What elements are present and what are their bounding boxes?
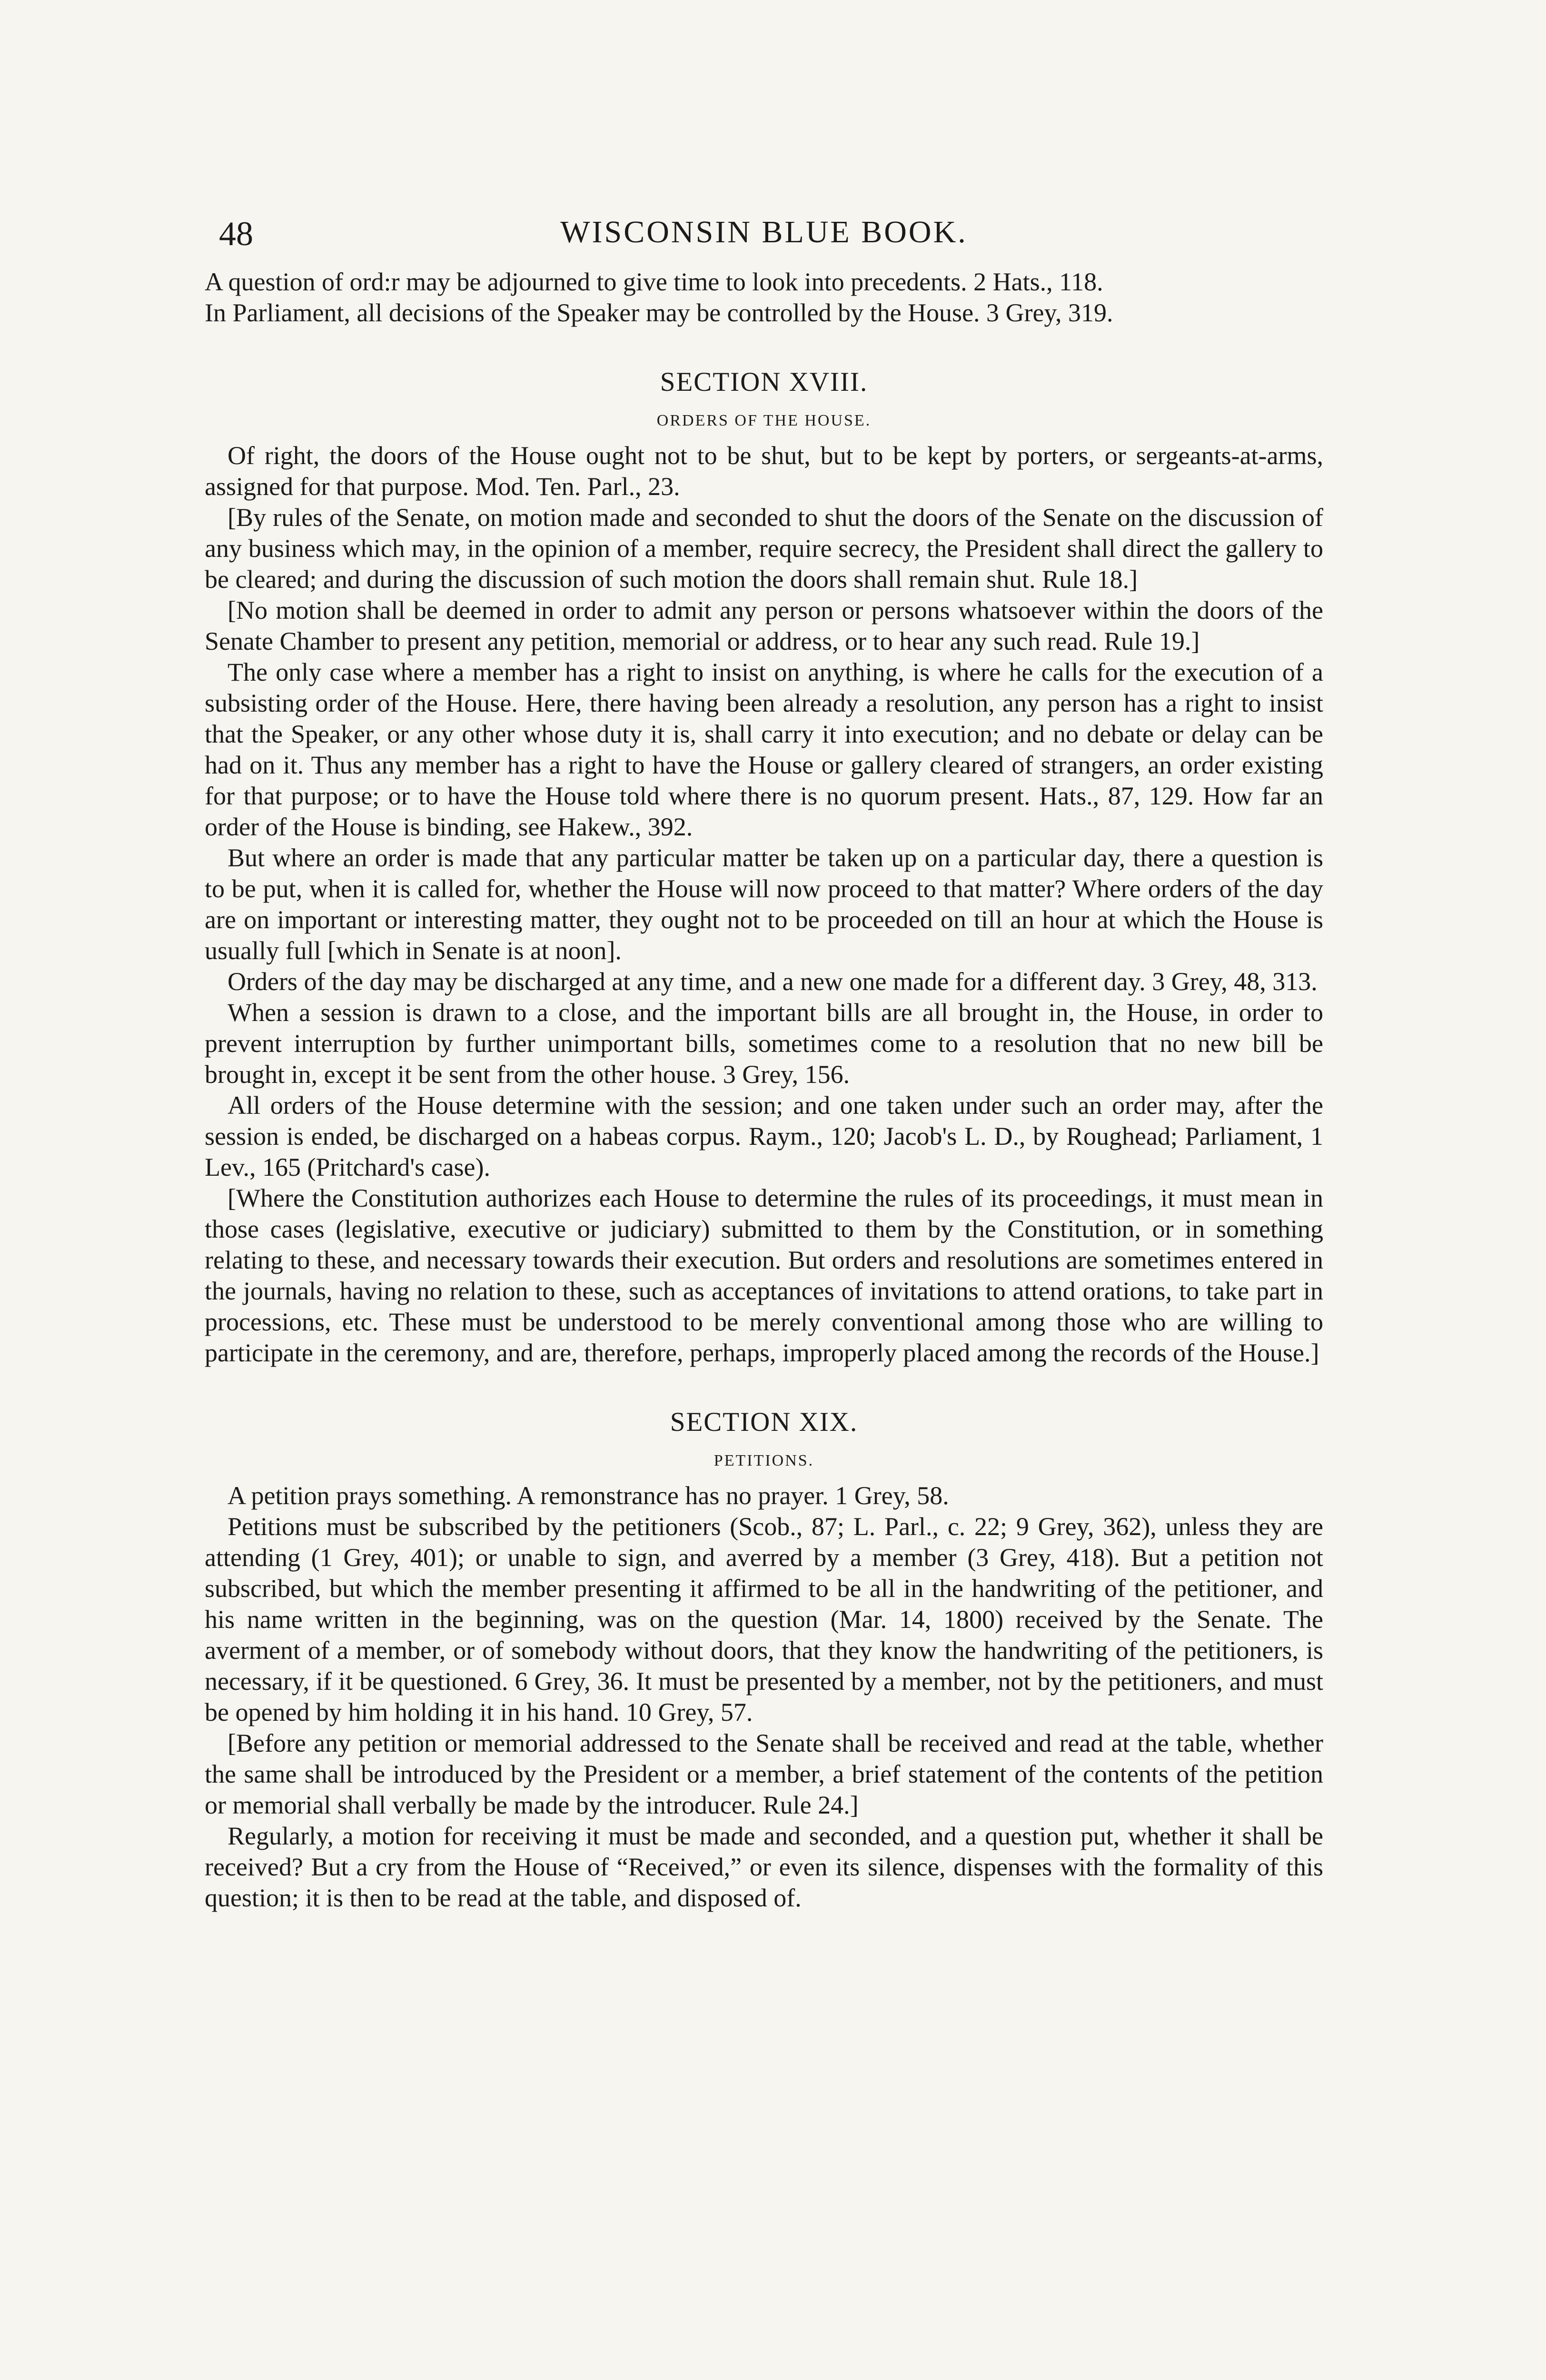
paragraph: Regularly, a motion for receiving it must be made and seconded, and a question put, whether it shall be received? But a cry from the House of “Received,” or even its silence, dispenses with the formality of this question; it is then to be read at the table, and disposed of. [205, 1822, 1323, 1912]
paragraph: Of right, the doors of the House ought not to be shut, but to be kept by porters, or sergeants-at-arms, assigned for that purpose. Mod. Ten. Parl., 23. [205, 441, 1323, 501]
section-heading: SECTION XVIII. [660, 367, 868, 397]
paragraph: [By rules of the Senate, on motion made and seconded to shut the doors of the Senate on the discussion of any business which may, in the opinion of a member, require secrecy, the President shall direct the gallery to be cleared; and during the discussion of such motion the doors shall remain shut. Rule 18.] [205, 503, 1323, 594]
paragraph: [Before any petition or memorial addressed to the Senate shall be received and read at the table, whether the same shall be introduced by the President or a member, a brief statement of the contents of the petition or memorial shall verbally be made by the introducer. Rule 24.] [205, 1729, 1323, 1819]
section-subheading: ORDERS OF THE HOUSE. [656, 412, 872, 429]
paragraph: [Where the Constitution authorizes each House to determine the rules of its proceedings, it must mean in those cases (legislative, executive or judiciary) submitted to them by the Constitution, or in something relating to these, and necessary towards their execution. But orders and resolutions are sometimes entered in the journals, having no relation to these, such as acceptances of invitations to attend orations, to take part in processions, etc. These must be understood to be merely conventional among those who are willing to participate in the ceremony, and are, therefore, perhaps, improperly placed among the records of the House.] [205, 1184, 1323, 1367]
section-subheading: PETITIONS. [714, 1452, 814, 1469]
intro-line: A question of ord:r may be adjourned to give time to look into precedents. 2 Hats., 118. [205, 268, 1103, 296]
intro-line: In Parliament, all decisions of the Speaker may be controlled by the House. 3 Grey, 319. [205, 298, 1113, 327]
paragraph: [No motion shall be deemed in order to admit any person or persons whatsoever within the doors of the Senate Chamber to present any petition, memorial or address, or to hear any such read. Rule 19.] [205, 596, 1323, 655]
running-head [205, 214, 1323, 267]
paragraph: A petition prays something. A remonstrance has no prayer. 1 Grey, 58. [228, 1481, 949, 1510]
document-page [205, 214, 1323, 1914]
paragraph: The only case where a member has a right to insist on anything, is where he calls for the execution of a subsisting order of the House. Here, there having been already a resolution, any person has a right to insist that the Speaker, or any other whose duty it is, shall carry it into execution; and no debate or delay can be had on it. Thus any member has a right to have the House or gallery cleared of strangers, an order existing for that purpose; or to have the House told where there is no quorum present. Hats., 87, 129. How far an order of the House is binding, see Hakew., 392. [205, 658, 1323, 841]
paragraph: When a session is drawn to a close, and the important bills are all brought in, the House, in order to prevent interruption by further unimportant bills, sometimes come to a resolution that no new bill be brought in, except it be sent from the other house. 3 Grey, 156. [205, 998, 1323, 1089]
paragraph: Petitions must be subscribed by the petitioners (Scob., 87; L. Parl., c. 22; 9 Grey, 362), unless they are attending (1 Grey, 401); or unable to sign, and averred by a member (3 Grey, 418). But a petition not subscribed, but which the member presenting it affirmed to be all in the handwriting of the petitioner, and his name written in the beginning, was on the question (Mar. 14, 1800) received by the Senate. The averment of a member, or of somebody without doors, that they know the handwriting of the petitioners, is necessary, if it be questioned. 6 Grey, 36. It must be presented by a member, not by the petitioners, and must be opened by him holding it in his hand. 10 Grey, 57. [205, 1512, 1323, 1726]
paragraph: Orders of the day may be discharged at any time, and a new one made for a different day. 3 Grey, 48, 313. [228, 967, 1318, 996]
book-title: WISCONSIN BLUE BOOK. [560, 215, 968, 249]
paragraph: But where an order is made that any particular matter be taken up on a particular day, there a question is to be put, when it is called for, whether the House will now proceed to that matter? Where orders of the day are on important or interesting matter, they ought not to be proceeded on till an hour at which the House is usually full [which in Senate is at noon]. [205, 843, 1323, 965]
section-heading: SECTION XIX. [670, 1407, 858, 1437]
page-number: 48 [219, 215, 253, 253]
paragraph: All orders of the House determine with the session; and one taken under such an order may, after the session is ended, be discharged on a habeas corpus. Raym., 120; Jacob's L. D., by Roughead; Parliament, 1 Lev., 165 (Pritchard's case). [205, 1091, 1323, 1181]
